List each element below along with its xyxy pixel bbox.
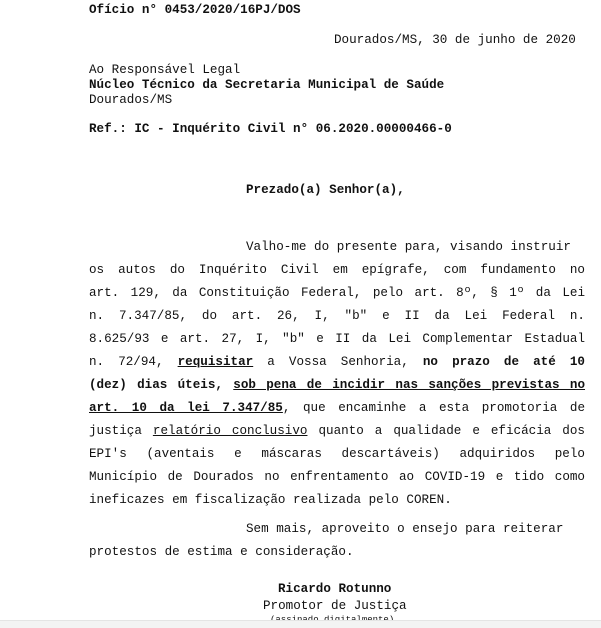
body-line-11: Município de Dourados no enfrentamento ao COVID-19 e tido como (89, 470, 585, 484)
recipient-line-2: Núcleo Técnico da Secretaria Municipal de Saúde (89, 78, 445, 92)
closing-line-1: Sem mais, aproveito o ensejo para reiterar (246, 522, 564, 536)
document-date: Dourados/MS, 30 de junho de 2020 (334, 33, 576, 47)
oficio-number: Ofício n° 0453/2020/16PJ/DOS (89, 3, 301, 17)
signature-name: Ricardo Rotunno (278, 582, 392, 596)
salutation: Prezado(a) Senhor(a), (246, 183, 405, 197)
deadline-emphasis: no prazo de até 10 (422, 355, 585, 369)
body-line-5: 8.625/93 e art. 27, I, "b" e II da Lei Complementar Estadual (89, 332, 585, 346)
requisitar-emphasis: requisitar (177, 355, 254, 369)
reference-line: Ref.: IC - Inquérito Civil n° 06.2020.00000466-0 (89, 122, 452, 136)
body-line-4: n. 7.347/85, do art. 26, I, "b" e II da Lei Federal n. (89, 309, 585, 323)
signature-role: Promotor de Justiça (263, 599, 407, 613)
penalty-emphasis: sob pena de incidir nas sanções previstas no (233, 378, 586, 392)
body-line-2: os autos do Inquérito Civil em epígrafe, com fundamento no (89, 263, 585, 277)
recipient-line-1: Ao Responsável Legal (89, 63, 241, 77)
body-line-1: Valho-me do presente para, visando instruir (246, 240, 571, 254)
law-reference-emphasis: art. 10 da lei 7.347/85 (89, 401, 283, 415)
body-line-6: n. 72/94, requisitar a Vossa Senhoria, no prazo de até 10 (89, 355, 585, 369)
closing-line-2: protestos de estima e consideração. (89, 545, 354, 559)
body-line-3: art. 129, da Constituição Federal, pelo art. 8º, § 1º da Lei (89, 286, 585, 300)
body-line-10: EPI's (aventais e máscaras descartáveis) adquiridos pelo (89, 447, 585, 461)
body-line-9: justiça relatório conclusivo quanto a qualidade e eficácia dos (89, 424, 585, 438)
report-emphasis: relatório conclusivo (152, 424, 308, 438)
recipient-line-3: Dourados/MS (89, 93, 173, 107)
body-line-8: art. 10 da lei 7.347/85, que encaminhe a esta promotoria de (89, 401, 586, 415)
body-line-7: (dez) dias úteis, sob pena de incidir nas sanções previstas no (89, 378, 586, 392)
body-line-12: ineficazes em fiscalização realizada pelo COREN. (89, 493, 452, 507)
